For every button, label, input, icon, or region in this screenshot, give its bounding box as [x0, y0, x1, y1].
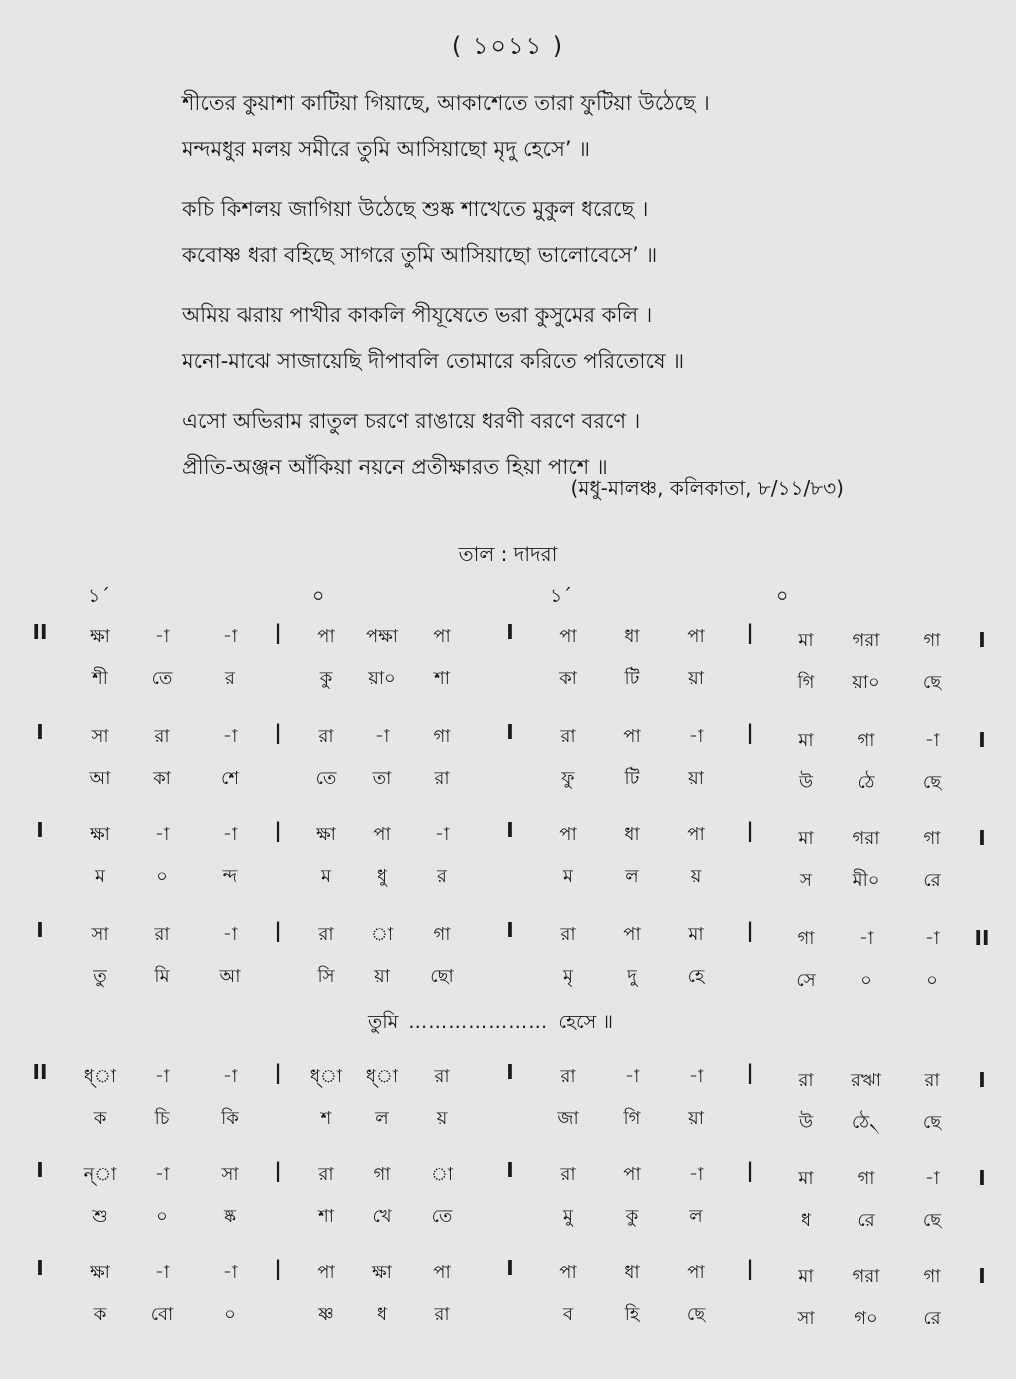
swara-note: পা	[559, 626, 577, 647]
lyric-syllable: শা	[318, 1206, 334, 1227]
lyric-syllable: রে	[923, 870, 941, 891]
lyric-syllable: সি	[317, 966, 335, 987]
swara-note: া	[430, 1164, 454, 1185]
beat-divider: |	[746, 720, 754, 744]
lyric-syllable: ক	[93, 1108, 107, 1129]
row-start-bar: II	[32, 1060, 48, 1084]
lyric-syllable: গি	[623, 1108, 641, 1129]
swara-note: রা	[154, 924, 170, 945]
swara-note: গা	[797, 928, 815, 949]
swara-note: া	[370, 924, 394, 945]
lyric-syllable: সে	[796, 970, 816, 991]
lyric-syllable: ম	[563, 866, 573, 887]
lyric-syllable: য়	[436, 1108, 448, 1129]
swara-note: মা	[688, 924, 704, 945]
row-start-bar: I	[36, 1158, 44, 1182]
beat-divider: |	[274, 1060, 282, 1084]
stanza	[182, 186, 710, 278]
row-end-bar: I	[978, 1166, 986, 1190]
swara-note: রা	[318, 1164, 334, 1185]
beat-divider: I	[506, 918, 514, 942]
swara-note: পা	[433, 626, 451, 647]
swara-note: পা	[559, 1262, 577, 1283]
lyric-syllable: ছে	[922, 1112, 942, 1133]
swara-note: মা	[798, 828, 814, 849]
lyric-syllable: ছে	[922, 772, 942, 793]
lyric-syllable: রে	[857, 1210, 875, 1231]
swara-note: গরা	[852, 1266, 880, 1287]
row-start-bar: II	[32, 620, 48, 644]
interlude-line	[368, 1008, 613, 1040]
lyric-syllable: ধ	[800, 1210, 812, 1231]
lyric-syllable: ঠে৲	[852, 1112, 880, 1133]
lyric-syllable: কি	[221, 1108, 239, 1129]
swara-note: রা	[560, 924, 576, 945]
lyric-syllable: তা	[372, 768, 392, 789]
lyric-syllable: ছে	[686, 1304, 706, 1325]
swara-note: মা	[798, 1168, 814, 1189]
beat-divider: |	[746, 1158, 754, 1182]
lyric-syllable: স	[800, 870, 812, 891]
lyric-syllable: তে	[315, 768, 337, 789]
swara-note: -া	[924, 730, 940, 751]
swara-note: পা	[623, 726, 641, 747]
lyric-syllable: য়া	[374, 966, 390, 987]
swara-note: গরা	[852, 630, 880, 651]
beat-divider: I	[506, 1256, 514, 1280]
beat-divider: |	[274, 720, 282, 744]
tala-mark: ০	[312, 585, 325, 607]
lyric-syllable: য়া০	[852, 672, 880, 693]
lyric-syllable: টি	[624, 668, 640, 689]
swara-note: ধ্া	[309, 1066, 343, 1087]
lyric-syllable: ল	[689, 1206, 703, 1227]
swara-note: রা	[318, 726, 334, 747]
lyric-syllable: তে	[151, 668, 173, 689]
beat-divider: |	[274, 1158, 282, 1182]
lyric-syllable: য়া০	[368, 668, 396, 689]
lyric-syllable: মী০	[852, 870, 880, 891]
swara-note: পা	[687, 626, 705, 647]
row-start-bar: I	[36, 720, 44, 744]
lyric-syllable: ছো	[430, 966, 454, 987]
swara-note: পা	[687, 824, 705, 845]
swara-note: -া	[858, 928, 874, 949]
lyric-syllable: মি	[154, 966, 170, 987]
swara-note: -া	[154, 1066, 170, 1087]
lyric-syllable: শা	[434, 668, 450, 689]
swara-note: -া	[154, 626, 170, 647]
beat-divider: I	[506, 1158, 514, 1182]
beat-divider: |	[746, 1060, 754, 1084]
beat-divider: I	[506, 1060, 514, 1084]
swara-note: সা	[221, 1164, 239, 1185]
row-end-bar: I	[978, 628, 986, 652]
swara-note: রা	[560, 726, 576, 747]
swara-note: রা	[560, 1066, 576, 1087]
row-end-bar: I	[978, 1264, 986, 1288]
lyric-syllable: ম	[95, 866, 105, 887]
poem-line: শীতের কুয়াশা কাটিয়া গিয়াছে, আকাশেতে তারা ফুটিয়া উঠেছে ।	[182, 91, 710, 115]
swara-note: গা	[923, 828, 941, 849]
swara-note: গরা	[852, 828, 880, 849]
swara-note: -া	[222, 924, 238, 945]
row-start-bar: I	[36, 918, 44, 942]
swara-note: পা	[433, 1262, 451, 1283]
swara-note: -া	[154, 1262, 170, 1283]
poem-line: প্রীতি-অঞ্জন আঁকিয়া নয়নে প্রতীক্ষারত হিয়া পাশে ॥	[182, 455, 608, 479]
swara-note: ক্ষা	[90, 626, 110, 647]
lyric-syllable: ধ	[376, 1304, 388, 1325]
swara-note: -া	[222, 1262, 238, 1283]
beat-divider: |	[274, 918, 282, 942]
lyric-syllable: জা	[557, 1108, 579, 1129]
swara-note: পা	[687, 1262, 705, 1283]
swara-note: রা	[924, 1070, 940, 1091]
swara-note: পা	[623, 924, 641, 945]
beat-divider: |	[274, 818, 282, 842]
lyric-syllable: রা	[434, 768, 450, 789]
swara-note: মা	[798, 730, 814, 751]
swara-note: ক্ষা	[372, 1262, 392, 1283]
swara-note: -া	[688, 726, 704, 747]
swara-note: ধা	[624, 1262, 640, 1283]
page-number: ( ১০১১ )	[451, 32, 565, 60]
tala-marks	[0, 582, 1016, 606]
swara-note: -া	[154, 824, 170, 845]
swara-note: -া	[374, 726, 390, 747]
swara-note: রা	[798, 1070, 814, 1091]
poem-line: কবোষ্ণ ধরা বহিছে সাগরে তুমি আসিয়াছো ভালোবেসে’ ॥	[182, 243, 658, 267]
lyric-syllable: ০	[156, 1206, 168, 1227]
swara-note: ন্া	[83, 1164, 117, 1185]
lyric-syllable: ফু	[561, 768, 575, 789]
lyric-syllable: আ	[89, 768, 111, 789]
swara-note: রা	[560, 1164, 576, 1185]
lyric-syllable: কু	[625, 1206, 639, 1227]
swara-note: -া	[688, 1066, 704, 1087]
lyric-syllable: ০	[156, 866, 168, 887]
lyric-syllable: খে	[372, 1206, 392, 1227]
lyric-syllable: কা	[559, 668, 577, 689]
swara-note: -া	[222, 1066, 238, 1087]
swara-note: পা	[317, 626, 335, 647]
lyric-syllable: ছে	[922, 672, 942, 693]
lyric-syllable: হে	[687, 966, 705, 987]
lyric-syllable: সা	[797, 1308, 815, 1329]
lyric-syllable: গ০	[854, 1308, 878, 1329]
lyric-syllable: রা	[434, 1304, 450, 1325]
lyric-syllable: চি	[154, 1108, 170, 1129]
swara-note: -া	[924, 1168, 940, 1189]
swara-note: -া	[154, 1164, 170, 1185]
row-end-bar: I	[978, 1068, 986, 1092]
swara-note: পক্ষা	[365, 626, 399, 647]
lyric-syllable: র	[225, 668, 235, 689]
lyric-syllable: ন্দ	[222, 866, 238, 887]
swara-note: -া	[434, 824, 450, 845]
beat-divider: I	[506, 818, 514, 842]
lyric-syllable: রে	[923, 1308, 941, 1329]
lyric-syllable: মু	[563, 1206, 573, 1227]
swara-note: গা	[857, 1168, 875, 1189]
swara-note: গা	[923, 630, 941, 651]
lyric-syllable: হি	[624, 1304, 640, 1325]
lyric-syllable: শু	[92, 1206, 108, 1227]
composition-signature: (মধু-মালঞ্চ, কলিকাতা, ৮/১১/৮৩)	[570, 476, 844, 500]
lyric-syllable: ক	[93, 1304, 107, 1325]
poem-line: অমিয় ঝরায় পাখীর কাকলি পীযূষেতে ভরা কুসুমের কলি ।	[182, 303, 653, 327]
lyric-syllable: ষ্ণ	[318, 1304, 334, 1325]
swara-note: -া	[222, 726, 238, 747]
stanza	[182, 80, 710, 172]
swara-note: ধা	[624, 626, 640, 647]
poem	[182, 80, 710, 504]
lyric-syllable: মৃ	[563, 966, 573, 987]
lyric-syllable: ষ্ক	[223, 1206, 237, 1227]
swara-note: রা	[154, 726, 170, 747]
swara-note: -া	[688, 1164, 704, 1185]
poem-line: এসো অভিরাম রাতুল চরণে রাঙায়ে ধরণী বরণে বরণে ।	[182, 409, 641, 433]
lyric-syllable: বো	[150, 1304, 174, 1325]
lyric-syllable: য়	[690, 866, 702, 887]
interlude-dots: …………………	[408, 1011, 549, 1033]
lyric-syllable: দু	[627, 966, 637, 987]
swara-note: রা	[318, 924, 334, 945]
tala-label: তাল : দাদরা	[458, 542, 558, 566]
lyric-syllable: কু	[319, 668, 333, 689]
swara-note: গা	[373, 1164, 391, 1185]
lyric-syllable: শী	[92, 668, 108, 689]
row-end-bar: II	[974, 926, 990, 950]
lyric-syllable: তু	[93, 966, 107, 987]
lyric-syllable: য়া	[688, 1108, 704, 1129]
row-end-bar: I	[978, 826, 986, 850]
poem-line: মনো-মাঝে সাজায়েছি দীপাবলি তোমারে করিতে পরিতোষে ॥	[182, 349, 685, 373]
lyric-syllable: ছে	[922, 1210, 942, 1231]
lyric-syllable: শ	[320, 1108, 332, 1129]
lyric-syllable: র	[437, 866, 447, 887]
lyric-syllable: ল	[625, 866, 639, 887]
tala-mark: ০	[776, 585, 789, 607]
stanza	[182, 292, 710, 384]
lyric-syllable: উ	[798, 1112, 814, 1133]
lyric-syllable: ল	[375, 1108, 389, 1129]
swara-note: রা	[434, 1066, 450, 1087]
beat-divider: |	[274, 1256, 282, 1280]
tala-mark: ১´	[88, 585, 110, 607]
lyric-syllable: আ	[219, 966, 241, 987]
swara-note: পা	[623, 1164, 641, 1185]
beat-divider: |	[274, 620, 282, 644]
lyric-syllable: ধু	[376, 866, 388, 887]
beat-divider: I	[506, 620, 514, 644]
lyric-syllable: ঠে	[857, 772, 875, 793]
lyric-syllable: কা	[153, 768, 171, 789]
lyric-syllable: তে	[431, 1206, 453, 1227]
swara-note: ধা	[624, 824, 640, 845]
interlude-start: তুমি	[368, 1011, 399, 1033]
poem-line: কচি কিশলয় জাগিয়া উঠেছে শুষ্ক শাখেতে মুকুল ধরেছে ।	[182, 197, 649, 221]
row-start-bar: I	[36, 1256, 44, 1280]
swara-note: পা	[559, 824, 577, 845]
lyric-syllable: ম	[321, 866, 331, 887]
tala-mark: ১´	[550, 585, 572, 607]
swara-note: সা	[91, 924, 109, 945]
swara-note: গা	[433, 726, 451, 747]
lyric-syllable: য়া	[688, 668, 704, 689]
lyric-syllable: য়া	[688, 768, 704, 789]
swara-note: -া	[924, 928, 940, 949]
row-end-bar: I	[978, 728, 986, 752]
beat-divider: |	[746, 918, 754, 942]
lyric-syllable: ০	[224, 1304, 236, 1325]
swara-note: রঋা	[850, 1070, 882, 1091]
swara-note: ক্ষা	[90, 824, 110, 845]
swara-note: -া	[222, 824, 238, 845]
swara-note: পা	[373, 824, 391, 845]
beat-divider: |	[746, 1256, 754, 1280]
swara-note: মা	[798, 630, 814, 651]
swara-note: মা	[798, 1266, 814, 1287]
lyric-syllable: গি	[797, 672, 815, 693]
beat-divider: |	[746, 620, 754, 644]
lyric-syllable: শে	[221, 768, 239, 789]
swara-note: -া	[624, 1066, 640, 1087]
lyric-syllable: ০	[926, 970, 938, 991]
swara-note: গা	[923, 1266, 941, 1287]
swara-note: ক্ষা	[316, 824, 336, 845]
lyric-syllable: ০	[860, 970, 872, 991]
row-start-bar: I	[36, 818, 44, 842]
swara-note: সা	[91, 726, 109, 747]
beat-divider: I	[506, 720, 514, 744]
swara-note: ধ্া	[365, 1066, 399, 1087]
swara-note: গা	[857, 730, 875, 751]
swara-note: -া	[222, 626, 238, 647]
lyric-syllable: টি	[624, 768, 640, 789]
beat-divider: |	[746, 818, 754, 842]
swara-note: ধ্া	[83, 1066, 117, 1087]
interlude-end: হেসে ॥	[558, 1011, 614, 1033]
swara-note: পা	[317, 1262, 335, 1283]
swara-note: ক্ষা	[90, 1262, 110, 1283]
swara-note: গা	[433, 924, 451, 945]
lyric-syllable: ব	[562, 1304, 574, 1325]
lyric-syllable: উ	[798, 772, 814, 793]
poem-line: মন্দমধুর মলয় সমীরে তুমি আসিয়াছো মৃদু হেসে’ ॥	[182, 137, 591, 161]
